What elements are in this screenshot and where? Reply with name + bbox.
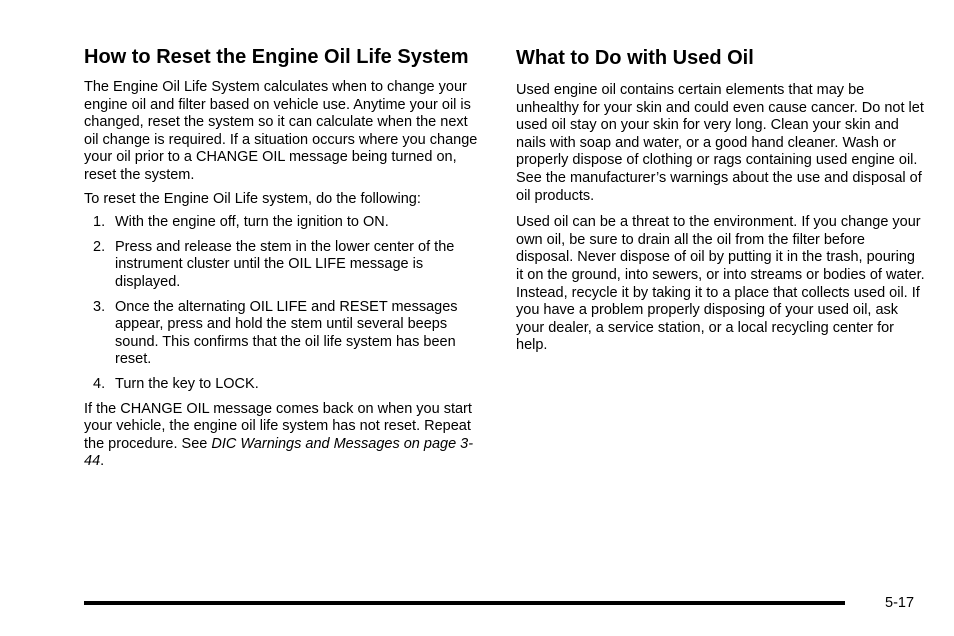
footer-rule <box>84 601 845 605</box>
step-number: 1. <box>93 214 106 231</box>
right-column <box>516 45 926 362</box>
list-item <box>84 239 484 292</box>
step-text: Press and release the stem in the lower center of the instrument cluster until the OIL LIFE message is displayed. <box>115 238 455 290</box>
step-number: 4. <box>93 375 106 392</box>
section-heading-reset-oil-life: How to Reset the Engine Oil Life System <box>84 46 469 68</box>
step-text: Turn the key to LOCK. <box>115 375 259 392</box>
step-number: 2. <box>93 238 106 255</box>
used-oil-paragraph-2: Used oil can be a threat to the environment. If you change your own oil, be sure to drain all the oil from the filter before disposal. Never dispose of oil by putting it in the trash, pouring it on the ground, into sewers, or into streams or bodies of water. Instead, recycle it by taking it to a place that collects used oil. If you have a problem properly disposing of your used oil, ask your dealer, a service station, or a local recycling center for help. <box>516 214 925 354</box>
intro-paragraph: The Engine Oil Life System calculates when to change your engine oil and filter based on vehicle use. Anytime your oil is changed, reset the system so it can calculate when the next oil change is required. If a situation occurs where you change your oil prior to a CHANGE OIL message being turned on, reset the system. <box>84 79 478 183</box>
cross-reference-link[interactable]: DIC Warnings and Messages on page 3-44 <box>84 435 474 470</box>
procedure-intro: To reset the Engine Oil Life system, do the following: <box>84 190 421 207</box>
section-heading-used-oil: What to Do with Used Oil <box>516 47 754 69</box>
note-text: If the CHANGE OIL message comes back on when you start your vehicle, the engine oil life system has not reset. Repeat the procedure. See <box>84 400 472 452</box>
step-text: Once the alternating OIL LIFE and RESET messages appear, press and hold the stem until several beeps sound. This confirms that the oil life system has been reset. <box>115 298 458 368</box>
step-text: With the engine off, turn the ignition to ON. <box>115 214 389 231</box>
list-item <box>84 376 484 394</box>
steps-list <box>84 214 484 393</box>
list-item <box>84 299 484 369</box>
left-column <box>84 45 484 478</box>
page-number: 5-17 <box>885 595 915 611</box>
used-oil-paragraph-1: Used engine oil contains certain elements that may be unhealthy for your skin and could even cause cancer. Do not let used oil stay on your skin for very long. Clean your skin and nails with soap and water, or a good hand cleaner. Wash or properly dispose of clothing or rags containing used engine oil. See the manufacturer’s warnings about the use and disposal of oil products. <box>516 82 924 204</box>
change-oil-note <box>84 401 484 471</box>
step-number: 3. <box>93 298 106 315</box>
list-item <box>84 214 484 232</box>
note-end: . <box>100 453 105 470</box>
